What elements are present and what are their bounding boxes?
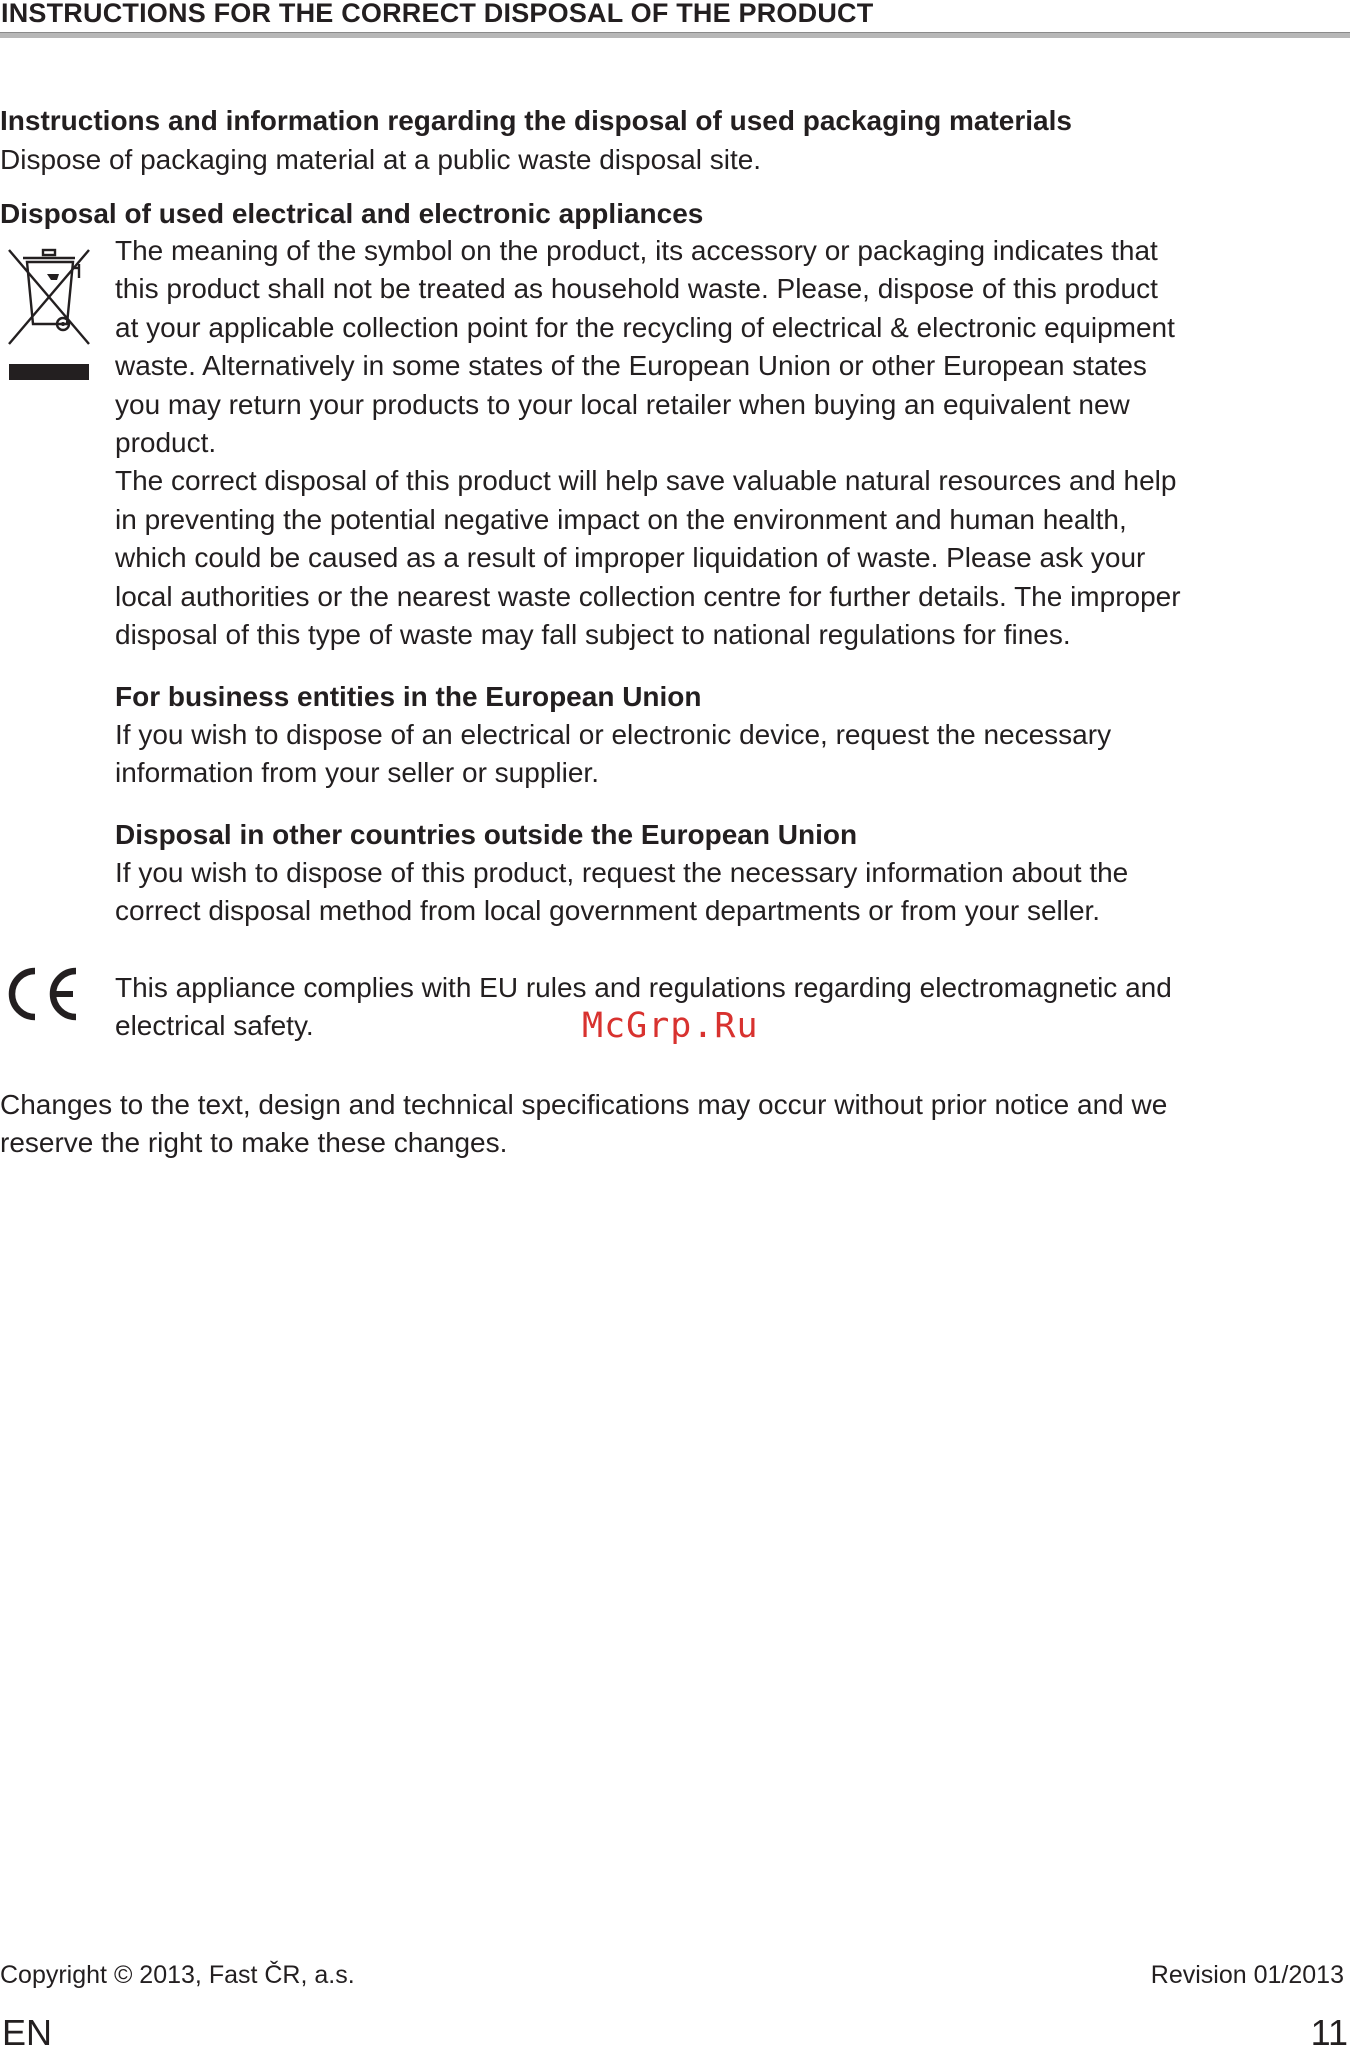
weee-paragraph-1: The meaning of the symbol on the product, its accessory or packaging indicates that this product shall not be treated as household waste. Please, dispose of this product at your applicable collection point for the recycling of electrical & electronic equipment waste. Alternatively in some states of the European Union or other European states you may return your products to your local retailer when buying an equivalent new product. The correct disposal of this product will help save valuable natural resources and help in preventing the potential negative impact on the environment and human health, which could be caused as a result of improper liquidation of waste. Please ask your local authorities or the nearest waste collection centre for further details. The improper disposal of this type of waste may fall subject to national regulations for fines. [115, 235, 1181, 651]
packaging-heading: Instructions and information regarding the disposal of used packaging materials [0, 105, 1072, 136]
outside-eu-heading: Disposal in other countries outside the European Union [115, 819, 858, 850]
page-title: INSTRUCTIONS FOR THE CORRECT DISPOSAL OF THE PRODUCT [1, 0, 874, 28]
crossed-out-wheelie-bin-icon [3, 242, 91, 382]
outside-eu-text: If you wish to dispose of this product, request the necessary information about the correct disposal method from local government departments or from your seller. [115, 857, 1129, 927]
copyright: Copyright © 2013, Fast ČR, a.s. [0, 1961, 355, 1989]
page-number: 11 [1310, 2012, 1348, 2053]
weee-bar [9, 364, 89, 380]
watermark: McGrp.Ru [582, 1006, 759, 1046]
business-text: If you wish to dispose of an electrical or electronic device, request the necessary information from your seller or supplier. [115, 719, 1112, 789]
header-rule [0, 32, 1350, 38]
weee-heading: Disposal of used electrical and electronic appliances [0, 198, 704, 229]
language-code: EN [2, 2012, 53, 2053]
ce-mark-icon [2, 963, 82, 1025]
page-header [0, 0, 1350, 34]
business-heading: For business entities in the European Union [115, 681, 702, 712]
ce-text: This appliance complies with EU rules and regulations regarding electromagnetic and electrical safety. [115, 972, 1172, 1042]
revision: Revision 01/2013 [1150, 1961, 1344, 1989]
packaging-text: Dispose of packaging material at a public waste disposal site. [0, 144, 762, 175]
changes-notice: Changes to the text, design and technical specifications may occur without prior notice and we reserve the right to make these changes. [0, 1089, 1168, 1159]
